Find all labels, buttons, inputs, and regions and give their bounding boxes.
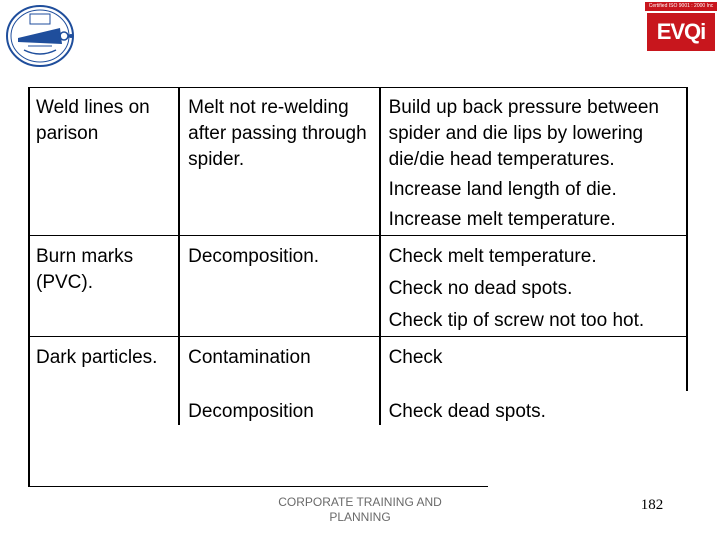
defect-cell: Dark particles. xyxy=(28,337,179,398)
troubleshooting-table xyxy=(28,87,688,425)
remedy-item: Check melt temperature. xyxy=(388,246,597,267)
cause-cell: Decomposition. xyxy=(179,236,379,337)
brand-logo-text: EVQi xyxy=(656,19,706,44)
footer-text: CORPORATE TRAINING AND PLANNING xyxy=(278,495,442,524)
remedy-cell xyxy=(380,337,688,398)
certification-text: Certified ISO 9001 : 2000 Inc xyxy=(645,2,717,11)
table-row xyxy=(28,87,688,236)
defect-cell: Burn marks (PVC). xyxy=(28,236,179,337)
brand-logo-block xyxy=(647,13,715,51)
remedy-item: Increase melt temperature. xyxy=(388,209,616,230)
cause-cell: Contamination xyxy=(179,337,379,398)
remedy-cell xyxy=(380,236,688,337)
company-emblem-logo xyxy=(4,2,78,70)
brand-logo xyxy=(645,2,717,52)
cause-cell: Melt not re-welding after passing through spider. xyxy=(179,87,379,236)
remedy-item: Check no dead spots. xyxy=(388,278,573,299)
table-border-bottom xyxy=(28,486,488,487)
remedy-item: Increase land length of die. xyxy=(388,179,617,200)
remedy-cell xyxy=(380,87,688,236)
table-row xyxy=(28,337,688,398)
remedy-cell xyxy=(380,397,688,425)
remedy-item: Build up back pressure between spider and die lips by lowering die/die head temperatures. xyxy=(388,97,659,170)
defect-cell: Weld lines on parison xyxy=(28,87,179,236)
table-row xyxy=(28,397,688,425)
remedy-item: Check dead spots. xyxy=(388,401,546,422)
defect-cell xyxy=(28,397,179,425)
table-row xyxy=(28,236,688,337)
remedy-item: Check xyxy=(388,347,443,368)
cause-cell: Decomposition xyxy=(179,397,379,425)
company-emblem-icon xyxy=(4,2,78,70)
remedy-item: Check tip of screw not too hot. xyxy=(388,310,645,331)
page-number: 182 xyxy=(640,497,664,513)
